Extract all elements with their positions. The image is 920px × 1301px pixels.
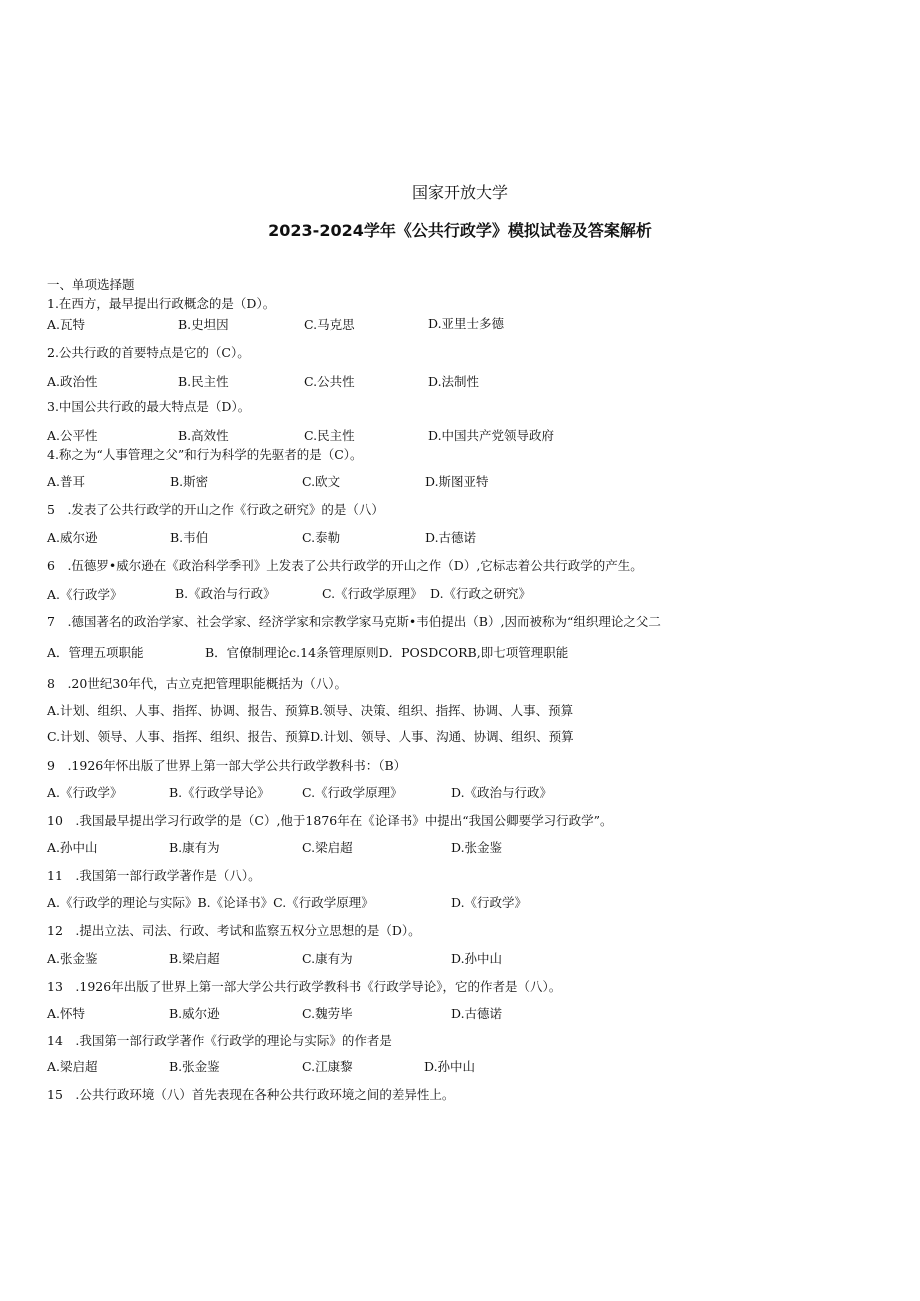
option: B.张金鉴 xyxy=(169,1059,220,1074)
option: D.法制性 xyxy=(428,374,480,389)
option: A.梁启超 xyxy=(47,1059,98,1074)
option: C.梁启超 xyxy=(302,840,353,855)
option: D.《行政之研究》 xyxy=(430,586,532,601)
option: A.普耳 xyxy=(47,474,86,489)
option: B．官僚制理论c.14条管理原则D．POSDCORB,即七项管理职能 xyxy=(205,645,569,660)
question-8: 8 .20世纪30年代，古立克把管理职能概括为（八）。 xyxy=(47,676,347,691)
option: B.梁启超 xyxy=(169,951,220,966)
option: C.欧文 xyxy=(302,474,341,489)
question-5: 5 .发表了公共行政学的开山之作《行政之研究》的是（八） xyxy=(47,502,384,517)
option: B.《政治与行政》 xyxy=(175,586,276,601)
option: C.民主性 xyxy=(304,428,355,443)
option: D.斯图亚特 xyxy=(425,474,489,489)
option: C.江康黎 xyxy=(302,1059,353,1074)
question-11: 11 .我国第一部行政学著作是（八）。 xyxy=(47,868,261,883)
option: A．管理五项职能 xyxy=(47,645,144,660)
option: B.韦伯 xyxy=(170,530,209,545)
option: B.斯密 xyxy=(170,474,209,489)
question-2: 2.公共行政的首要特点是它的（C）。 xyxy=(47,345,250,360)
question-1: 1.在西方，最早提出行政概念的是（D）。 xyxy=(47,296,276,311)
option: A.公平性 xyxy=(47,428,98,443)
option: C.公共性 xyxy=(304,374,355,389)
section-heading: 一、单项选择题 xyxy=(47,277,135,292)
question-10: 10 .我国最早提出学习行政学的是（C）,他于1876年在《论译书》中提出“我国公卿要学习行政学”。 xyxy=(47,813,613,828)
option-line: C.计划、领导、人事、指挥、组织、报告、预算D.计划、领导、人事、沟通、协调、组织、预算 xyxy=(47,729,574,744)
question-14: 14 .我国第一部行政学著作《行政学的理论与实际》的作者是 xyxy=(47,1033,392,1048)
option: D.古德诺 xyxy=(425,530,477,545)
question-13: 13 .1926年出版了世界上第一部大学公共行政学教科书《行政学导论》，它的作者是（八）。 xyxy=(47,979,562,994)
option: B.高效性 xyxy=(178,428,229,443)
option: D.《行政学》 xyxy=(451,895,528,910)
exam-title: 2023-2024学年《公共行政学》模拟试卷及答案解析 xyxy=(268,221,652,240)
option: D.亚里士多德 xyxy=(428,316,505,331)
option: A.政治性 xyxy=(47,374,98,389)
option: C.《行政学原理》 xyxy=(302,785,403,800)
option: C.康有为 xyxy=(302,951,353,966)
option: B.史坦因 xyxy=(178,317,229,332)
option: D.孙中山 xyxy=(424,1059,476,1074)
option: A.威尔逊 xyxy=(47,530,98,545)
option: A.张金鉴 xyxy=(47,951,98,966)
option: A.《行政学》 xyxy=(47,587,123,602)
option: A.瓦特 xyxy=(47,317,86,332)
option: B.康有为 xyxy=(169,840,220,855)
option: D.张金鉴 xyxy=(451,840,503,855)
option: A.怀特 xyxy=(47,1006,86,1021)
option: C.《行政学原理》 xyxy=(322,586,423,601)
option: C.泰勒 xyxy=(302,530,341,545)
option: C.魏劳毕 xyxy=(302,1006,353,1021)
institution-title: 国家开放大学 xyxy=(411,183,508,202)
option: B.《行政学导论》 xyxy=(169,785,270,800)
option: D.《政治与行政》 xyxy=(451,785,553,800)
question-3: 3.中国公共行政的最大特点是（D）。 xyxy=(47,399,251,414)
option: C.马克思 xyxy=(304,317,355,332)
option: B.威尔逊 xyxy=(169,1006,220,1021)
question-6: 6 .伍德罗•威尔逊在《政治科学季刊》上发表了公共行政学的开山之作（D）,它标志着公共行政学的产生。 xyxy=(47,558,643,573)
option: D.孙中山 xyxy=(451,951,503,966)
option: B.民主性 xyxy=(178,374,229,389)
question-9: 9 .1926年怀出版了世界上第一部大学公共行政学教科书：（B） xyxy=(47,758,407,773)
question-7: 7 .德国著名的政治学家、社会学家、经济学家和宗教学家马克斯•韦伯提出（B）,因而被称为“组织理论之父二 xyxy=(47,614,661,629)
option: D.中国共产党领导政府 xyxy=(428,428,555,443)
question-15: 15 .公共行政环境（八）首先表现在各种公共行政环境之间的差异性上。 xyxy=(47,1087,455,1102)
question-4: 4.称之为“人事管理之父”和行为科学的先驱者的是（C）。 xyxy=(47,447,363,462)
question-12: 12 .提出立法、司法、行政、考试和监察五权分立思想的是（D）。 xyxy=(47,923,421,938)
option: A.《行政学的理论与实际》B.《论译书》C.《行政学原理》 xyxy=(47,895,374,910)
option: D.古德诺 xyxy=(451,1006,503,1021)
option: A.《行政学》 xyxy=(47,785,123,800)
option-line: A.计划、组织、人事、指挥、协调、报告、预算B.领导、决策、组织、指挥、协调、人事、预算 xyxy=(47,703,574,718)
option: A.孙中山 xyxy=(47,840,98,855)
